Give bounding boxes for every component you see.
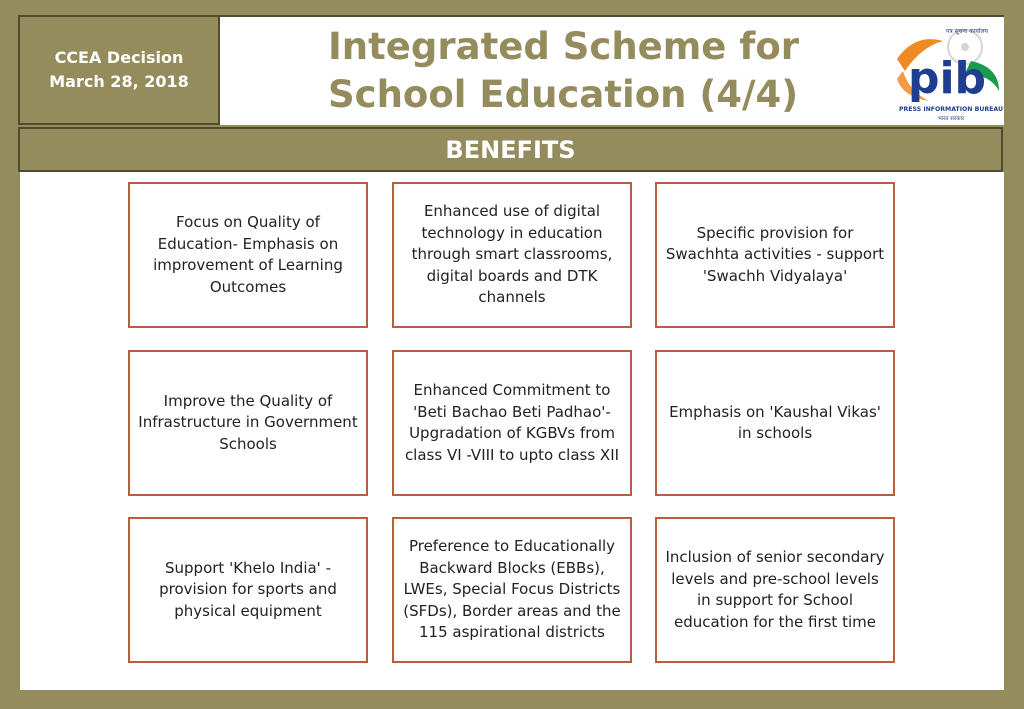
benefits-grid: [20, 172, 1004, 690]
benefit-card: [128, 517, 368, 663]
benefit-card: [655, 350, 895, 496]
benefit-card: [128, 182, 368, 328]
benefit-card: [392, 517, 632, 663]
benefit-text: Enhanced use of digital technology in education through smart classrooms, digital boards and DTK channels: [411, 202, 613, 307]
benefit-text: Improve the Quality of Infrastructure in Government Schools: [138, 391, 358, 453]
benefit-card: [392, 182, 632, 328]
page-title: [328, 23, 848, 119]
logo-hindi-bottom: भारत सरकार: [937, 116, 965, 122]
title-line-2: School Education (4/4): [328, 73, 799, 116]
benefit-text: Specific provision for Swachhta activities - support 'Swachh Vidyalaya': [665, 223, 885, 285]
decision-box: [18, 15, 220, 125]
decision-label: CCEA Decision: [54, 48, 184, 67]
logo-caption: PRESS INFORMATION BUREAU: [899, 106, 1003, 113]
section-title: BENEFITS: [445, 135, 576, 164]
logo-hindi-top: पत्र सूचना कार्यालय: [945, 28, 989, 35]
benefit-card: [392, 350, 632, 496]
benefit-text: Focus on Quality of Education- Emphasis on improvement of Learning Outcomes: [153, 213, 343, 296]
title-panel: [220, 15, 1004, 125]
decision-date: March 28, 2018: [49, 72, 189, 91]
benefit-text: Support 'Khelo India' - provision for sports and physical equipment: [159, 558, 337, 620]
benefit-text: Emphasis on 'Kaushal Vikas' in schools: [669, 402, 881, 442]
benefit-text: Inclusion of senior secondary levels and pre-school levels in support for School education for the first time: [665, 548, 885, 631]
title-line-1: Integrated Scheme for: [328, 25, 800, 68]
benefit-card: [128, 350, 368, 496]
section-header: [18, 127, 1003, 172]
benefit-card: [655, 182, 895, 328]
pib-wordmark: pib: [907, 53, 987, 104]
benefit-card: [655, 517, 895, 663]
pib-logo: [895, 19, 1003, 125]
benefit-text: Enhanced Commitment to 'Beti Bachao Beti Padhao'- Upgradation of KGBVs from class VI -VIII to upto class XII: [404, 381, 620, 464]
benefit-text: Preference to Educationally Backward Blocks (EBBs), LWEs, Special Focus Districts (SFDs), Border areas and the 115 aspirational districts: [403, 537, 621, 642]
